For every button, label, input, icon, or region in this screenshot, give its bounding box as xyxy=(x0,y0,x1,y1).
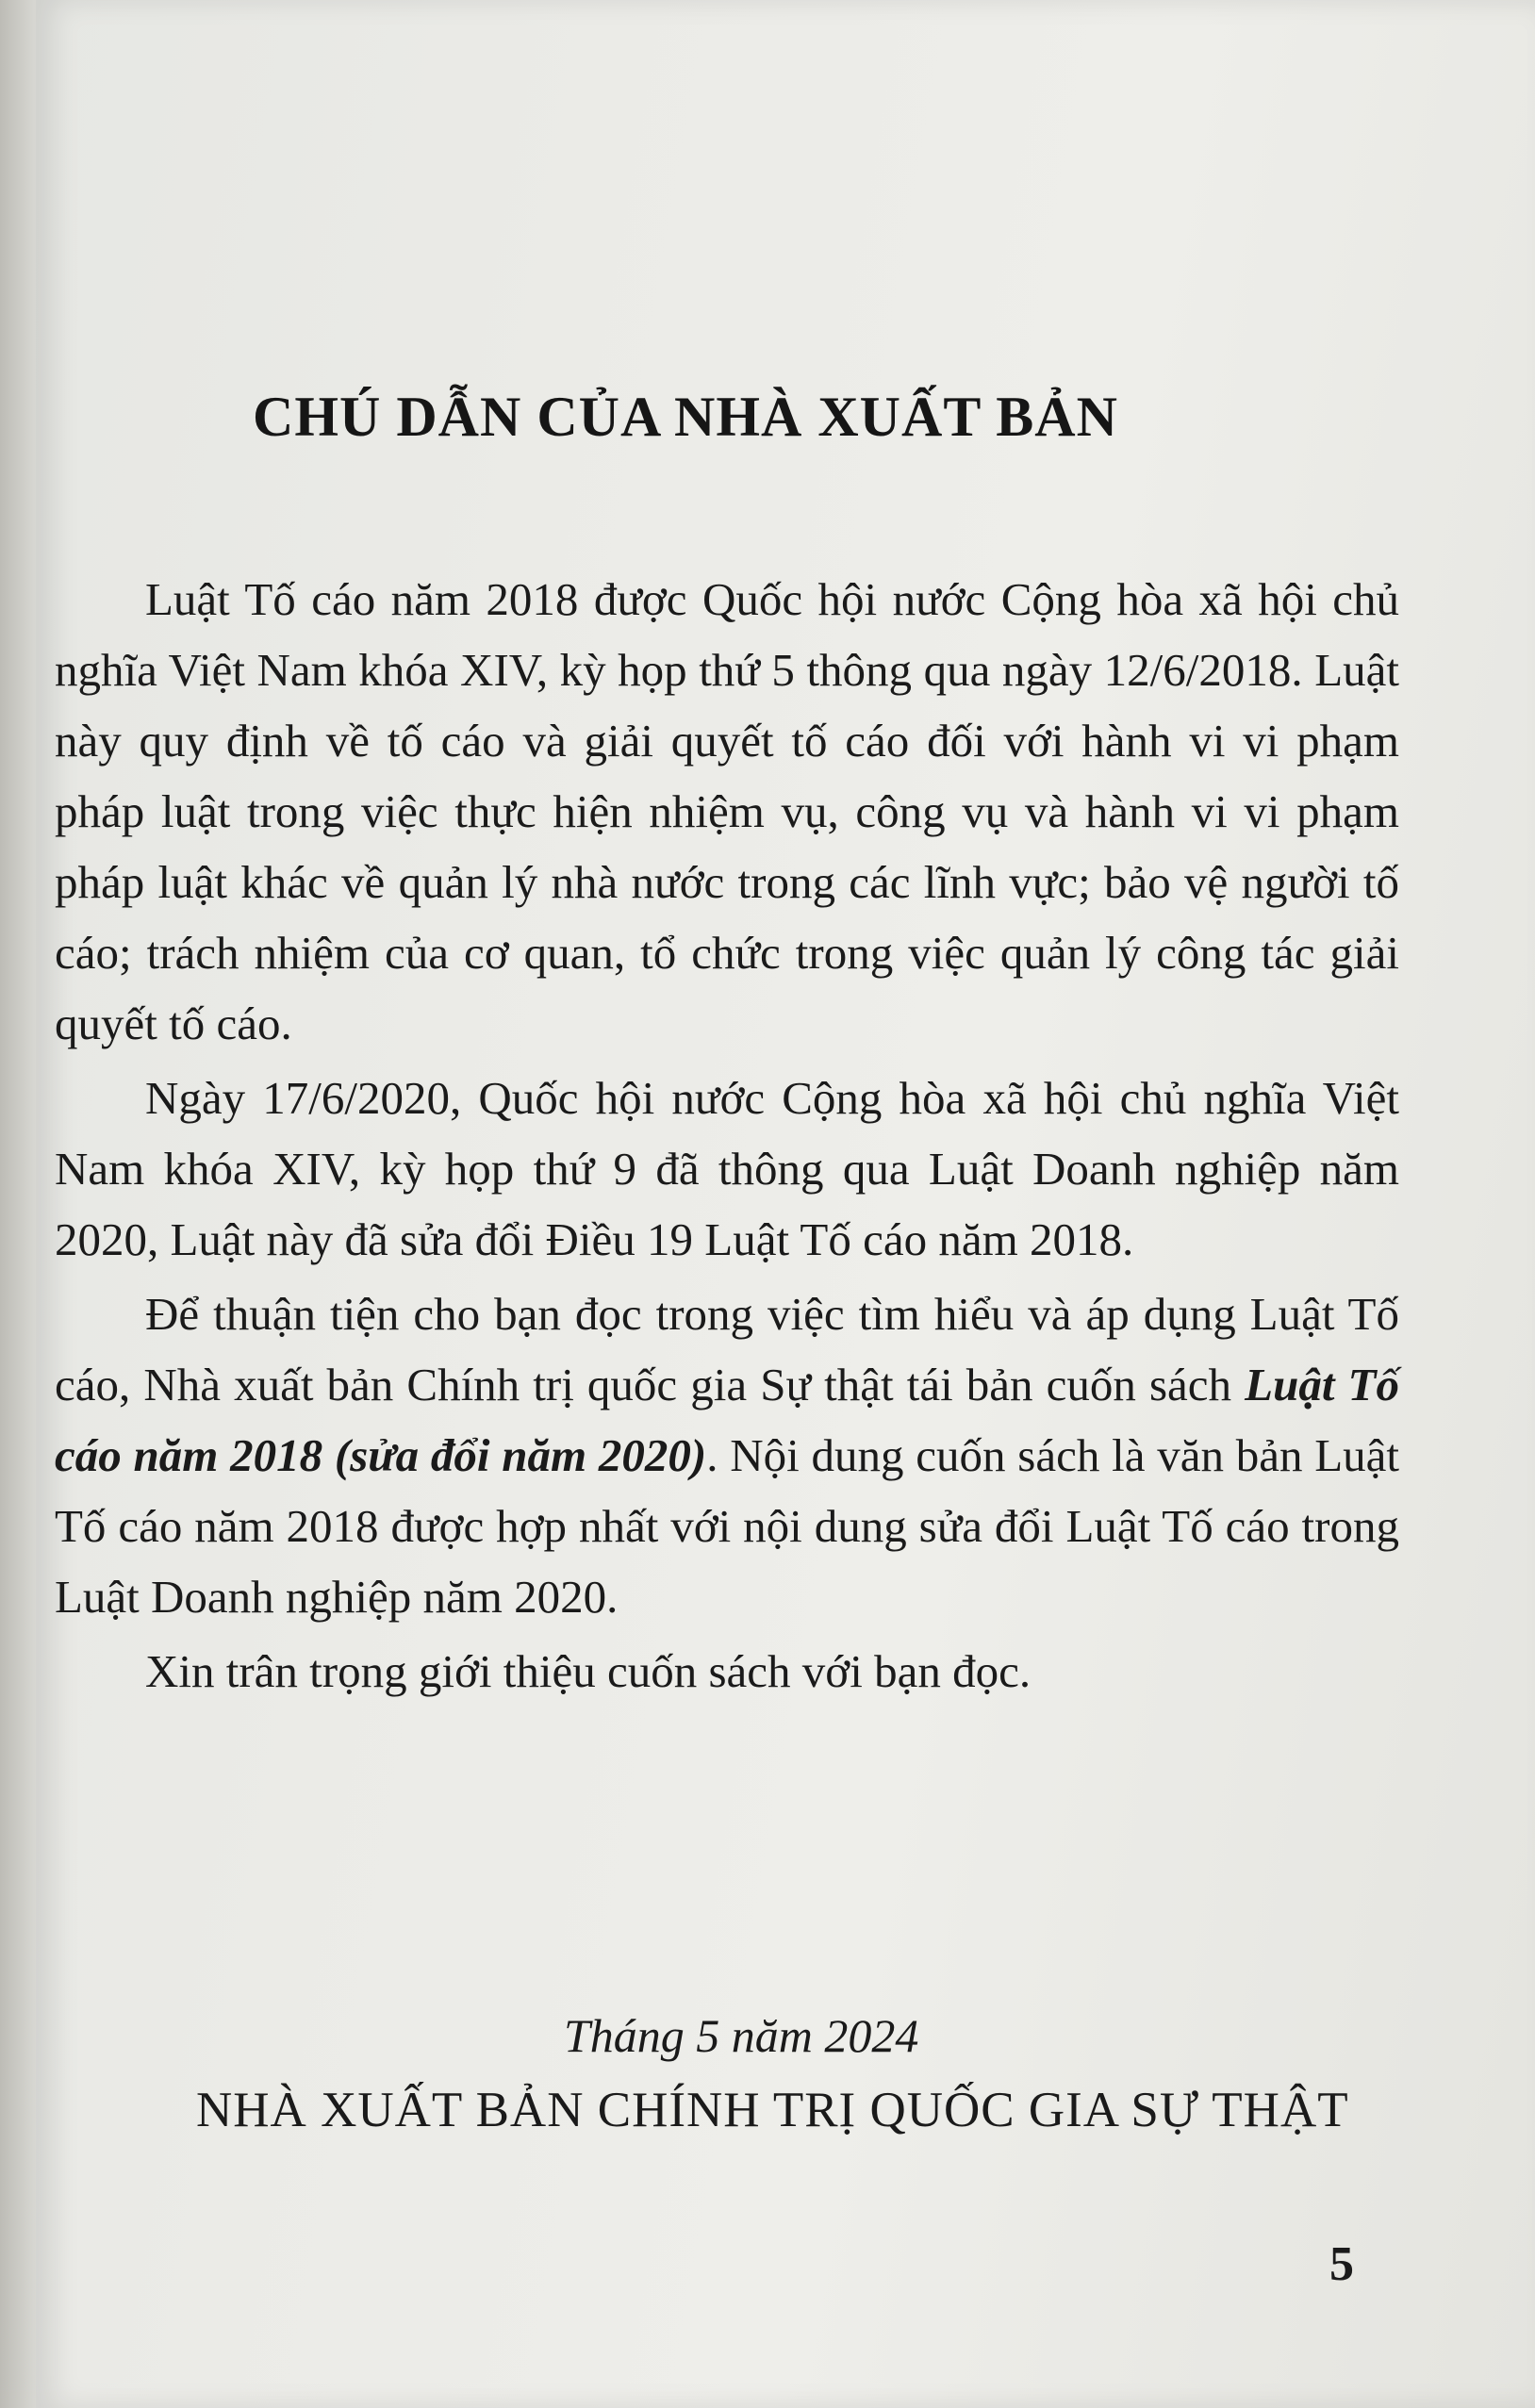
paragraph-3 xyxy=(55,1278,1399,1632)
date-line: Tháng 5 năm 2024 xyxy=(564,2009,919,2062)
book-page xyxy=(36,0,1535,2408)
closing-paragraph: Xin trân trọng giới thiệu cuốn sách với bạn đọc. xyxy=(145,1645,1032,1697)
page-title: CHÚ DẪN CỦA NHÀ XUẤT BẢN xyxy=(253,386,1118,448)
book-title-emphasis: Luật Tố cáo năm 2018 (sửa đổi năm 2020) xyxy=(55,1359,1399,1481)
preface-body xyxy=(55,564,1399,1710)
paragraph-2: Ngày 17/6/2020, Quốc hội nước Cộng hòa xã hội chủ nghĩa Việt Nam khóa XIV, kỳ họp thứ 9 đã thông qua Luật Doanh nghiệp năm 2020, Luật này đã sửa đổi Điều 19 Luật Tố cáo năm 2018. xyxy=(55,1072,1399,1265)
paragraph-3-after: . Nội dung cuốn sách là văn bản Luật Tố cáo năm 2018 được hợp nhất với nội dung sửa đổi Luật Tố cáo trong Luật Doanh nghiệp năm 2020. xyxy=(55,1429,1400,1623)
page-number: 5 xyxy=(1329,2237,1354,2291)
page-left-edge xyxy=(0,0,38,2408)
paragraph-3-before: Để thuận tiện cho bạn đọc trong việc tìm hiểu và áp dụng Luật Tố cáo, Nhà xuất bản Chính trị quốc gia Sự thật tái bản cuốn sách xyxy=(55,1288,1399,1410)
publisher-name: NHÀ XUẤT BẢN CHÍNH TRỊ QUỐC GIA SỰ THẬT xyxy=(196,2083,1349,2137)
paragraph-1: Luật Tố cáo năm 2018 được Quốc hội nước Cộng hòa xã hội chủ nghĩa Việt Nam khóa XIV, kỳ họp thứ 5 thông qua ngày 12/6/2018. Luật này quy định về tố cáo và giải quyết tố cáo đối với hành vi vi phạm pháp luật trong việc thực hiện nhiệm vụ, công vụ và hành vi vi phạm pháp luật khác về quản lý nhà nước trong các lĩnh vực; bảo vệ người tố cáo; trách nhiệm của cơ quan, tổ chức trong việc quản lý công tác giải quyết tố cáo. xyxy=(55,573,1399,1049)
